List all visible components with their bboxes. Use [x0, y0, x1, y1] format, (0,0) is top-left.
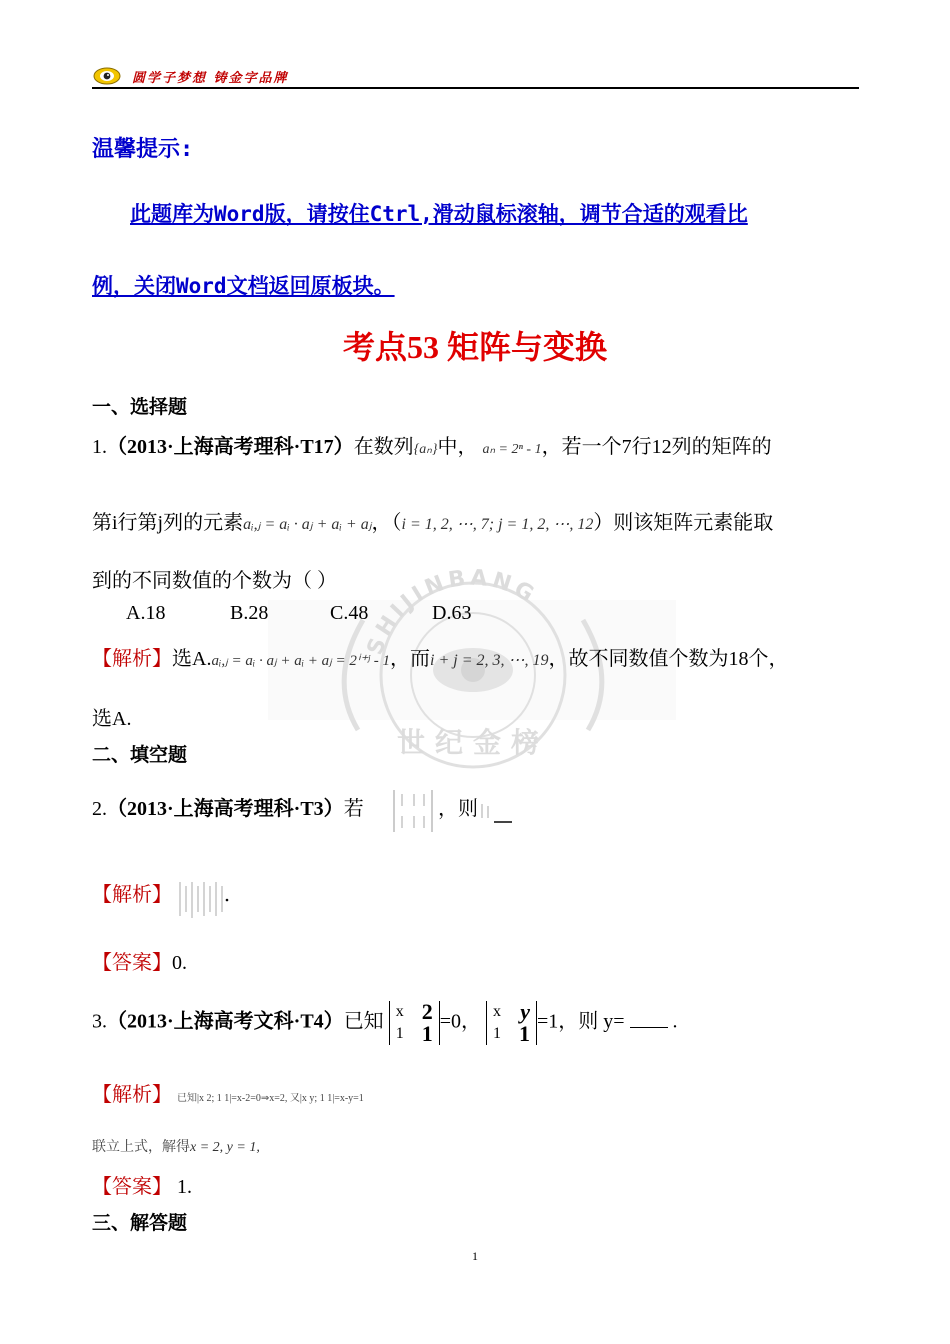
question-1-line-3: 到的不同数值的个数为（ ）: [92, 570, 337, 592]
analysis-text: ，故不同数值个数为18个，: [548, 648, 789, 670]
question-text: =1，则 y=: [536, 1010, 625, 1033]
option-b[interactable]: B.28: [230, 602, 269, 624]
question-text: 若: [343, 798, 364, 820]
question-2-text: ，则: [438, 798, 478, 820]
answer-label: 【答案】: [92, 952, 172, 974]
det-cell: x: [492, 1003, 501, 1020]
analysis-text: ，而: [390, 648, 430, 670]
section-heading-solve: 三、解答题: [92, 1212, 188, 1234]
question-source: （2013·上海高考文科·T4）: [107, 1010, 344, 1033]
analysis-small-text: 已知|x 2; 1 1|=x-2=0⇒x=2, 又|x y; 1 1|=x-y=1: [177, 1093, 364, 1104]
option-a[interactable]: A.18: [126, 602, 166, 624]
option-d[interactable]: D.63: [432, 602, 472, 624]
answer-label: 【答案】: [92, 1176, 172, 1198]
question-text: ，若一个7行12列的矩阵的: [541, 436, 772, 458]
watermark-top-text: SHIJINBANG: [362, 565, 542, 659]
tip-title: 温馨提示:: [92, 137, 194, 162]
question-source: （2013·上海高考理科·T17）: [107, 436, 354, 458]
tip-line-2[interactable]: 例，关闭Word文档返回原板块。: [92, 274, 395, 298]
question-text: ）则该矩阵元素能取: [593, 512, 774, 534]
page-title: 考点53 矩阵与变换: [342, 329, 607, 365]
analysis-image: [178, 878, 230, 922]
analysis-formula: x = 2, y = 1,: [190, 1140, 260, 1155]
question-2-line-1: [92, 792, 364, 821]
determinant-1: [389, 1001, 440, 1045]
determinant-image: [392, 786, 436, 836]
question-text: 在数列: [353, 436, 414, 458]
answer-blank: [630, 1013, 668, 1028]
det-cell: 1: [492, 1025, 501, 1042]
analysis-text: 选A.: [172, 648, 212, 670]
determinant-2: [486, 1001, 537, 1045]
question-text: 已知: [343, 1010, 384, 1033]
page-number: 1: [472, 1249, 478, 1263]
det-cell: 2: [421, 999, 433, 1024]
question-3-answer: [92, 1170, 192, 1199]
question-1-line-2: [92, 506, 773, 535]
question-3-line-1: [92, 1001, 678, 1045]
watermark-bottom-text: 世纪金榜: [396, 726, 550, 759]
question-number: 1.: [92, 436, 107, 458]
section-heading-fill: 二、填空题: [92, 744, 188, 766]
question-text: .: [672, 1010, 678, 1033]
header-slogan: 圆学子梦想 铸金字品牌: [132, 71, 289, 86]
index-range-formula: i = 1, 2, ⋯, 7; j = 1, 2, ⋯, 12: [401, 516, 594, 533]
det-cell: x: [395, 1003, 404, 1020]
header-divider: [92, 87, 859, 89]
question-1-analysis-end: 选A.: [92, 708, 132, 730]
question-number: 2.: [92, 798, 107, 820]
answer-value: 1.: [177, 1176, 192, 1198]
question-3-analysis: [92, 1078, 364, 1107]
analysis-text: 联立上式，解得: [92, 1140, 190, 1155]
analysis-formula: aᵢ,ⱼ = aᵢ · aⱼ + aᵢ + aⱼ = 2ⁱ⁺ʲ - 1: [211, 653, 390, 669]
analysis-label: 【解析】: [92, 648, 172, 670]
tip-line-1[interactable]: 此题库为Word版，请按住Ctrl,滑动鼠标滚轴，调节合适的观看比: [130, 202, 748, 226]
analysis-range-formula: i + j = 2, 3, ⋯, 19: [430, 652, 549, 669]
question-3-analysis-line-2: [92, 1136, 260, 1156]
question-text: 第i行第j列的元素: [92, 512, 244, 534]
term-formula: aₙ = 2ⁿ - 1: [482, 442, 542, 457]
question-text: =0，: [439, 1010, 481, 1033]
question-1-line-1: [92, 430, 772, 459]
question-2-answer: [92, 946, 187, 975]
question-text: ，（: [371, 512, 402, 534]
brand-logo-icon: [93, 66, 121, 86]
question-1-analysis: [92, 642, 788, 671]
det-cell: 1: [518, 1021, 530, 1046]
question-text: 中，: [437, 436, 478, 458]
question-source: （2013·上海高考理科·T3）: [107, 798, 344, 820]
answer-value: 0.: [172, 952, 187, 974]
det-cell: 1: [395, 1025, 404, 1042]
det-cell: 1: [421, 1021, 433, 1046]
option-c[interactable]: C.48: [330, 602, 369, 624]
question-2-analysis: [92, 878, 172, 907]
analysis-label: 【解析】: [92, 884, 172, 906]
answer-blank: [480, 800, 514, 826]
question-number: 3.: [92, 1010, 107, 1033]
element-formula: aᵢ,ⱼ = aᵢ · aⱼ + aᵢ + aⱼ: [243, 516, 372, 533]
analysis-label: 【解析】: [92, 1084, 172, 1106]
sequence-formula: {aₙ}: [413, 442, 438, 457]
section-heading-choice: 一、选择题: [92, 396, 188, 418]
det-cell: y: [520, 999, 530, 1024]
